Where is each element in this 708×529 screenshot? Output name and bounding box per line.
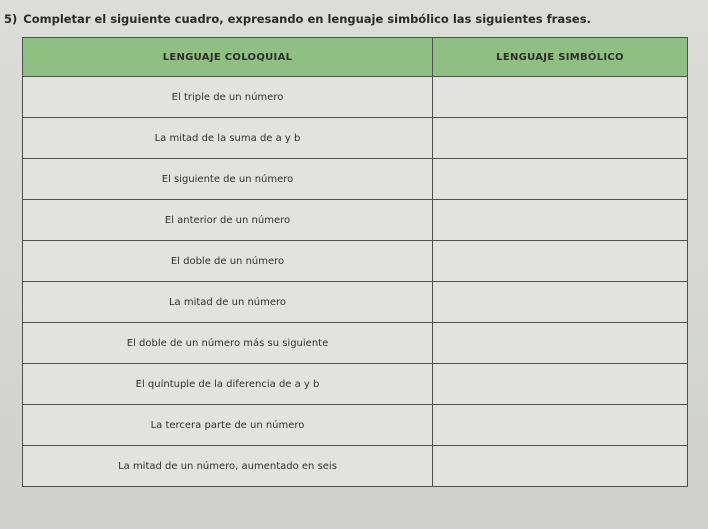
phrase-cell: El siguiente de un número [23, 159, 433, 200]
phrase-cell: El quíntuple de la diferencia de a y b [23, 364, 433, 405]
answer-cell[interactable] [433, 282, 688, 323]
translation-table [22, 37, 688, 487]
answer-cell[interactable] [433, 118, 688, 159]
phrase-cell: La tercera parte de un número [23, 405, 433, 446]
table-row [23, 118, 688, 159]
table-row [23, 323, 688, 364]
instruction-text: Completar el siguiente cuadro, expresando en lenguaje simbólico las siguientes frases. [23, 12, 591, 26]
table-row [23, 159, 688, 200]
phrase-cell: El doble de un número [23, 241, 433, 282]
answer-cell[interactable] [433, 323, 688, 364]
answer-cell[interactable] [433, 405, 688, 446]
answer-cell[interactable] [433, 159, 688, 200]
exercise-number: 5) [4, 12, 18, 26]
phrase-cell: La mitad de un número [23, 282, 433, 323]
answer-cell[interactable] [433, 77, 688, 118]
phrase-cell: El triple de un número [23, 77, 433, 118]
table-row [23, 241, 688, 282]
answer-cell[interactable] [433, 241, 688, 282]
exercise-instruction [4, 12, 704, 26]
answer-cell[interactable] [433, 200, 688, 241]
table-row [23, 446, 688, 487]
table-row [23, 200, 688, 241]
table-row [23, 77, 688, 118]
table-row [23, 405, 688, 446]
phrase-cell: La mitad de la suma de a y b [23, 118, 433, 159]
table-row [23, 282, 688, 323]
table-row [23, 364, 688, 405]
answer-cell[interactable] [433, 446, 688, 487]
table-header-row [23, 38, 688, 77]
phrase-cell: El anterior de un número [23, 200, 433, 241]
phrase-cell: El doble de un número más su siguiente [23, 323, 433, 364]
header-colloquial: LENGUAJE COLOQUIAL [23, 38, 433, 77]
phrase-cell: La mitad de un número, aumentado en seis [23, 446, 433, 487]
header-symbolic: LENGUAJE SIMBÓLICO [433, 38, 688, 77]
answer-cell[interactable] [433, 364, 688, 405]
